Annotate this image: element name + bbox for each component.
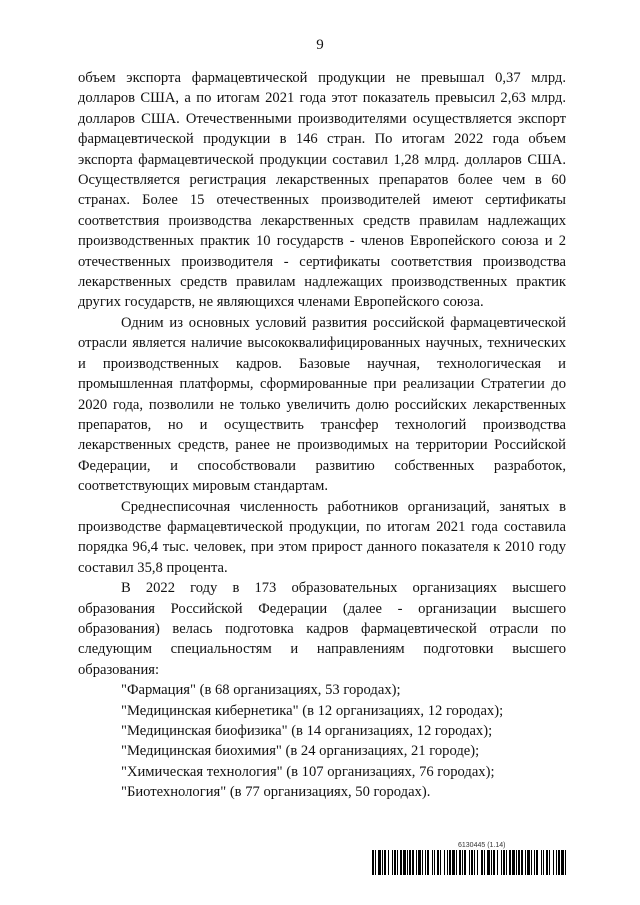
page-number: 9 [316,37,324,53]
paragraph: Одним из основных условий развития российской фармацевтической отрасли является наличие высококвалифицированных научных, технических и производственных кадров. Базовые научная, технологическая и промышленная платформы, сформированные при реализации Стратегии до 2020 года, позволили не только увеличить долю российских лекарственных препаратов, но и осуществить трансфер технологий производства лекарственных средств, ранее не производимых на территории Российской Федерации, и способствовали развитию собственных разработок, соответствующих мировым стандартам. [78,314,566,495]
list-item: "Химическая технология" (в 107 организациях, 76 городах); [121,763,495,780]
specialties-list [78,680,566,802]
document-code: 6130445 (1.14) [458,842,506,849]
list-item: "Биотехнология" (в 77 организациях, 50 городах). [121,784,431,801]
paragraph: В 2022 году в 173 образовательных организациях высшего образования Российской Федерации (далее - организации высшего образования) велась подготовка кадров фармацевтической отрасли по следующим специальностям и направлениям подготовки высшего образования: [78,580,566,678]
document-body [78,68,566,803]
paragraph: Среднесписочная численность работников организаций, занятых в производстве фармацевтической продукции, по итогам 2021 года составила порядка 96,4 тыс. человек, при этом прирост данного показателя к 2010 году составил 35,8 процента. [78,498,566,576]
paragraph: объем экспорта фармацевтической продукции не превышал 0,37 млрд. долларов США, а по итогам 2021 года этот показатель превысил 2,63 млрд. долларов США. Отечественными производителями осуществляется экспорт фармацевтической продукции в 146 стран. По итогам 2022 года объем экспорта фармацевтической продукции составил 1,28 млрд. долларов США. Осуществляется регистрация лекарственных препаратов более чем в 60 странах. Более 15 отечественных производителей имеют сертификаты соответствия производства лекарственных средств правилам надлежащих производственных практик 10 государств - членов Европейского союза и 2 отечественных производителя - сертификаты соответствия производства лекарственных средств правилам надлежащих производственных практик других государств, не являющихся членами Европейского союза. [78,70,566,311]
list-item: "Медицинская кибернетика" (в 12 организациях, 12 городах); [121,702,504,719]
list-item: "Фармация" (в 68 организациях, 53 городах); [121,682,401,699]
list-item: "Медицинская биофизика" (в 14 организациях, 12 городах); [121,723,493,739]
list-item: "Медицинская биохимия" (в 24 организациях, 21 городе); [121,743,480,760]
barcode-icon [372,850,568,875]
